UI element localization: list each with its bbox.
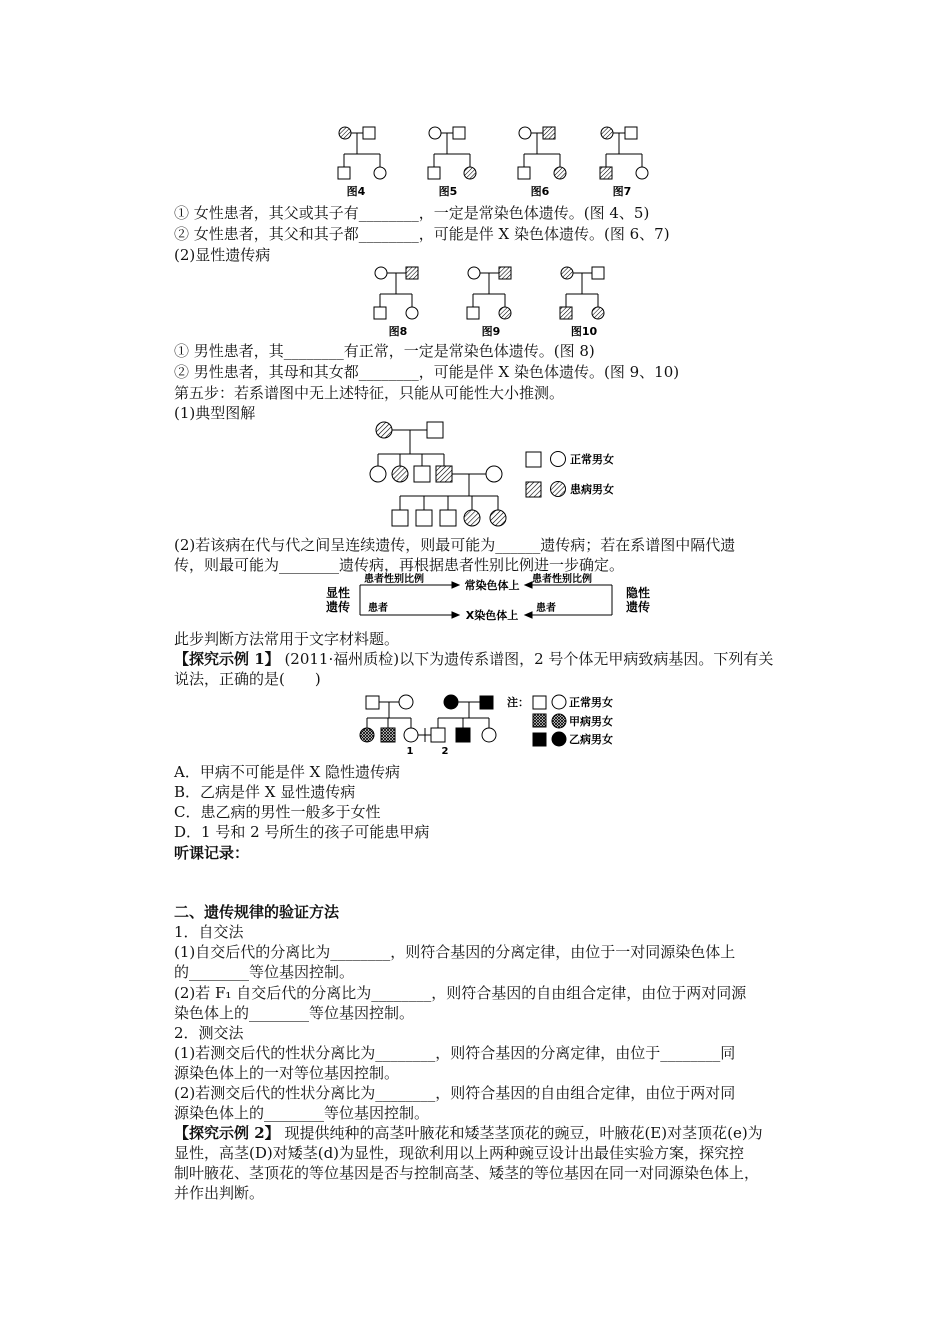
- flow-right-label-2: 遗传: [626, 600, 651, 614]
- example2-line4: 并作出判断。: [174, 1184, 265, 1202]
- flow-bottom-right-note: 患者: [536, 603, 556, 614]
- example1-question: (2011·福州质检)以下为遗传系谱图，2 号个体无甲病致病基因。下列有关: [279, 650, 774, 668]
- example1-tag: 【探究示例 1】: [174, 650, 280, 668]
- self-cross-1a: (1)自交后代的分离比为________，则符合基因的分离定律，由位于一对同源染色体上: [174, 943, 736, 961]
- dominant-rule-1: ① 男性患者，其________有正常，一定是常染色体遗传。(图 8): [174, 342, 595, 360]
- example1-line1: [174, 649, 824, 669]
- example2-line1: [174, 1123, 824, 1143]
- flow-top-center: 常染色体上: [464, 579, 520, 592]
- example2-line2: 显性，高茎(D)对矮茎(d)为显性，现欲利用以上两种豌豆设计出最佳实验方案，探究控: [174, 1144, 745, 1162]
- example1-label-2: 2: [441, 746, 449, 757]
- pedigree-fig5: [428, 127, 476, 179]
- flow-top-left-note: 患者性别比例: [364, 574, 424, 585]
- self-cross-heading: 1．自交法: [174, 923, 244, 941]
- caption-fig5: 图5: [438, 185, 458, 198]
- legend-affected-label: 患病男女: [570, 483, 614, 496]
- self-cross-1b: 的________等位基因控制。: [174, 963, 355, 981]
- test-cross-heading: 2．测交法: [174, 1024, 244, 1042]
- option-d: D．1 号和 2 号所生的孩子可能患甲病: [174, 823, 430, 841]
- typical-pedigree-diagram: [360, 418, 650, 530]
- option-b: B．乙病是伴 X 显性遗传病: [174, 783, 356, 801]
- section2-heading: 二、遗传规律的验证方法: [174, 903, 340, 921]
- example2-tag: 【探究示例 2】: [174, 1124, 280, 1142]
- test-cross-1a: (1)若测交后代的性状分离比为________，则符合基因的分离定律，由位于________同: [174, 1044, 736, 1062]
- caption-fig8: 图8: [388, 325, 408, 338]
- step5-note: 此步判断方法常用于文字材料题。: [174, 630, 400, 648]
- caption-fig4: 图4: [346, 185, 366, 198]
- example1-legend-normal: 正常男女: [569, 696, 613, 709]
- example1-label-1: 1: [406, 746, 414, 757]
- pedigree-fig6: [518, 127, 566, 179]
- self-cross-2b: 染色体上的________等位基因控制。: [174, 1004, 415, 1022]
- flow-bottom-center: X染色体上: [465, 609, 519, 622]
- option-a: A．甲病不可能是伴 X 隐性遗传病: [174, 763, 401, 781]
- pedigree-fig8: [374, 267, 418, 319]
- pedigree-figures-8-10: [366, 262, 626, 342]
- step5-typical-heading: (1)典型图解: [174, 404, 256, 422]
- inheritance-flow-diagram: [322, 573, 662, 629]
- legend-normal-label: 正常男女: [570, 453, 614, 466]
- example1-legend-yi: 乙病男女: [569, 733, 613, 746]
- self-cross-2a: (2)若 F₁ 自交后代的分离比为________，则符合基因的自由组合定律，由位于两对同源: [174, 984, 747, 1002]
- example1-note-label: 注：: [507, 696, 529, 709]
- lecture-notes-label: 听课记录：: [174, 844, 250, 862]
- example1-pedigree: [355, 688, 675, 758]
- inference-text-2: 传，则最可能为________遗传病，再根据患者性别比例进一步确定。: [174, 556, 625, 574]
- caption-fig9: 图9: [481, 325, 501, 338]
- caption-fig10: 图10: [570, 325, 598, 338]
- recessive-rule-1: ① 女性患者，其父或其子有________，一定是常染色体遗传。(图 4、5): [174, 204, 650, 222]
- example2-line3: 制叶腋花、茎顶花的等位基因是否与控制高茎、矮茎的等位基因在同一对同源染色体上，: [174, 1164, 760, 1182]
- test-cross-1b: 源染色体上的一对等位基因控制。: [174, 1064, 400, 1082]
- pedigree-fig10: [560, 267, 604, 319]
- dominant-heading: (2)显性遗传病: [174, 246, 271, 264]
- recessive-rule-2: ② 女性患者，其父和其子都________，可能是伴 X 染色体遗传。(图 6、7): [174, 225, 670, 243]
- inference-text-1: (2)若该病在代与代之间呈连续遗传，则最可能为______遗传病；若在系谱图中隔代遗: [174, 536, 736, 554]
- example2-text: 现提供纯种的高茎叶腋花和矮茎茎顶花的豌豆，叶腋花(E)对茎顶花(e)为: [279, 1124, 763, 1142]
- caption-fig7: 图7: [612, 185, 632, 198]
- flow-left-label-1: 显性: [326, 586, 351, 600]
- flow-right-label-1: 隐性: [626, 586, 651, 600]
- caption-fig6: 图6: [530, 185, 550, 198]
- pedigree-fig9: [467, 267, 511, 319]
- example1-legend-jia: 甲病男女: [569, 715, 613, 728]
- option-c: C．患乙病的男性一般多于女性: [174, 803, 381, 821]
- flow-left-label-2: 遗传: [326, 600, 351, 614]
- example1-line2: 说法，正确的是( ): [174, 670, 321, 688]
- pedigree-fig7: [600, 127, 648, 179]
- dominant-rule-2: ② 男性患者，其母和其女都________，可能是伴 X 染色体遗传。(图 9、10): [174, 363, 680, 381]
- pedigree-fig4: [338, 127, 386, 179]
- test-cross-2a: (2)若测交后代的性状分离比为________，则符合基因的自由组合定律，由位于两对同: [174, 1084, 736, 1102]
- flow-bottom-left-note: 患者: [368, 603, 388, 614]
- step5-intro: 第五步：若系谱图中无上述特征，只能从可能性大小推测。: [174, 384, 565, 402]
- flow-top-right-note: 患者性别比例: [532, 574, 592, 585]
- test-cross-2b: 源染色体上的________等位基因控制。: [174, 1104, 430, 1122]
- pedigree-figures-4-7: [330, 122, 650, 202]
